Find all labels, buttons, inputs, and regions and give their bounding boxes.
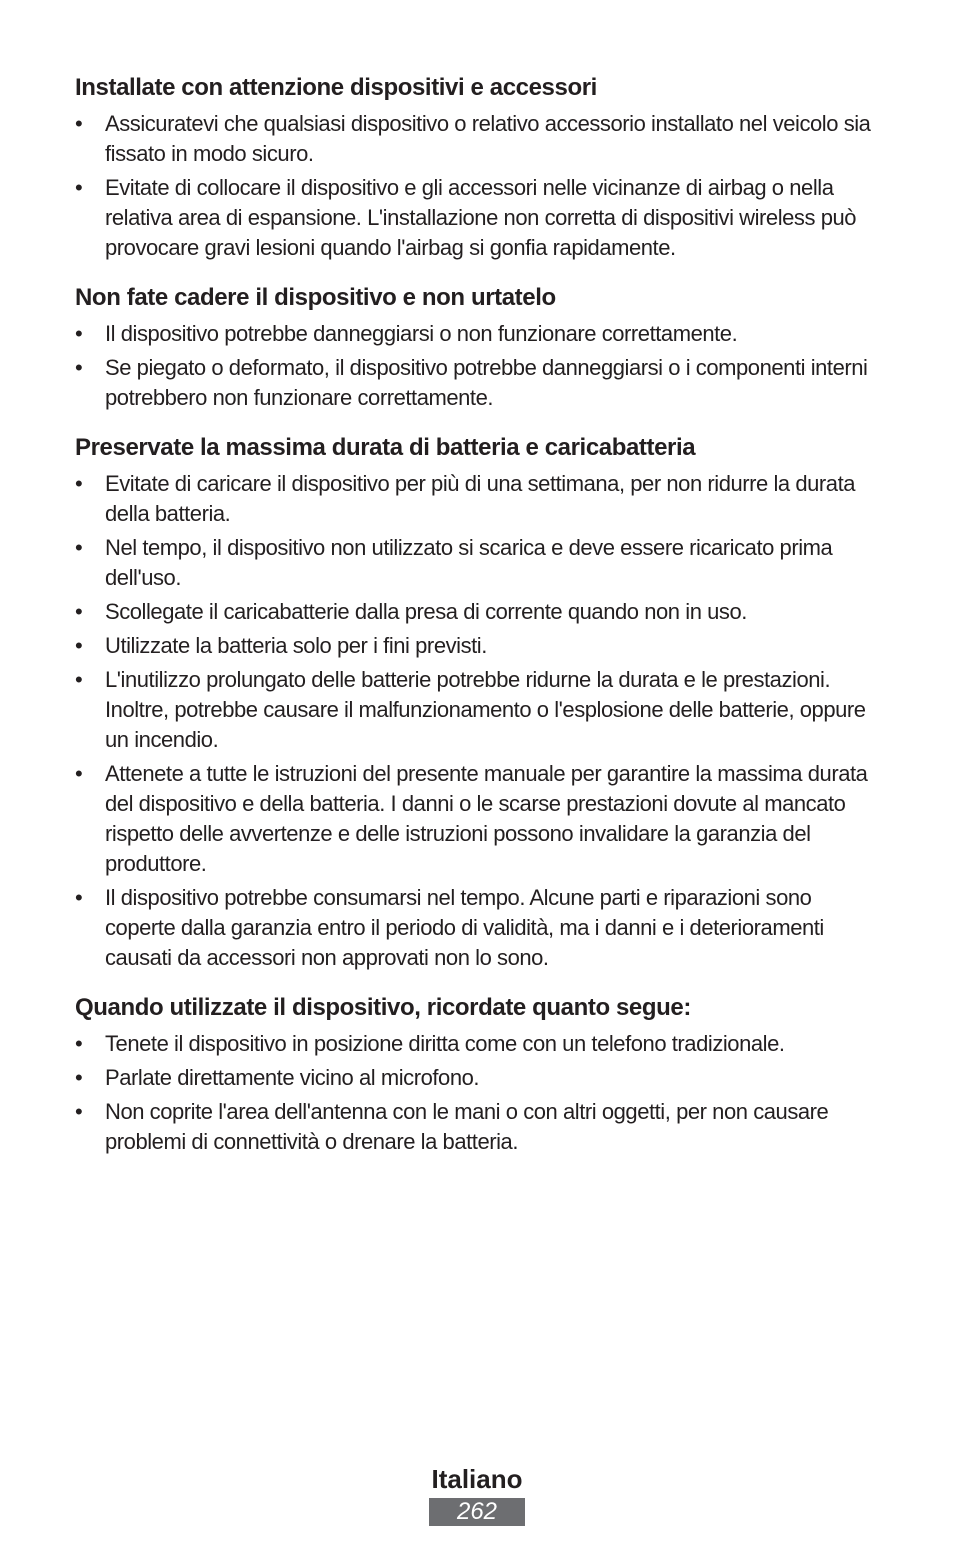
- bullet-symbol: •: [75, 761, 83, 786]
- section-battery-life: [75, 432, 885, 973]
- bullet-text: Scollegate il caricabatterie dalla presa di corrente quando non in uso.: [105, 599, 747, 624]
- bullet-item: [75, 1029, 885, 1059]
- bullet-item: [75, 173, 885, 263]
- bullet-item: [75, 1063, 885, 1093]
- bullet-text: Il dispositivo potrebbe danneggiarsi o non funzionare correttamente.: [105, 321, 738, 346]
- bullet-text: Utilizzate la batteria solo per i fini previsti.: [105, 633, 487, 658]
- section-usage-tips: [75, 992, 885, 1157]
- bullet-list: [75, 469, 885, 973]
- bullet-symbol: •: [75, 633, 83, 658]
- bullet-text: Nel tempo, il dispositivo non utilizzato si scarica e deve essere ricaricato prima dell'uso.: [105, 535, 833, 590]
- bullet-text: Se piegato o deformato, il dispositivo potrebbe danneggiarsi o i componenti interni potrebbero non funzionare correttamente.: [105, 355, 868, 410]
- section-drop-impact: [75, 282, 885, 413]
- bullet-item: [75, 1097, 885, 1157]
- bullet-item: [75, 469, 885, 529]
- bullet-text: Evitate di collocare il dispositivo e gli accessori nelle vicinanze di airbag o nella relativa area di espansione. L'installazione non corretta di dispositivi wireless può provocare gravi lesioni quando l'airbag si gonfia rapidamente.: [105, 175, 857, 260]
- bullet-symbol: •: [75, 667, 83, 692]
- bullet-text: Attenete a tutte le istruzioni del presente manuale per garantire la massima durata del dispositivo e della batteria. I danni o le scarse prestazioni dovute al mancato rispetto delle avvertenze e delle istruzioni possono invalidare la garanzia del produttore.: [105, 761, 868, 876]
- bullet-symbol: •: [75, 1065, 83, 1090]
- footer-language: Italiano: [431, 1464, 523, 1494]
- bullet-text: Tenete il dispositivo in posizione diritta come con un telefono tradizionale.: [105, 1031, 785, 1056]
- bullet-list: [75, 319, 885, 413]
- bullet-symbol: •: [75, 599, 83, 624]
- bullet-list: [75, 1029, 885, 1157]
- bullet-symbol: •: [75, 321, 83, 346]
- page-footer: [0, 1462, 954, 1526]
- bullet-symbol: •: [75, 535, 83, 560]
- bullet-item: [75, 883, 885, 973]
- section-title: Quando utilizzate il dispositivo, ricordate quanto segue:: [75, 994, 691, 1021]
- bullet-symbol: •: [75, 355, 83, 380]
- bullet-symbol: •: [75, 175, 83, 200]
- bullet-text: Assicuratevi che qualsiasi dispositivo o relativo accessorio installato nel veicolo sia fissato in modo sicuro.: [105, 111, 871, 166]
- bullet-text: Evitate di caricare il dispositivo per più di una settimana, per non ridurre la durata della batteria.: [105, 471, 856, 526]
- bullet-text: L'inutilizzo prolungato delle batterie potrebbe ridurne la durata e le prestazioni. Inoltre, potrebbe causare il malfunzionamento o l'esplosione delle batterie, oppure un incendio.: [105, 667, 866, 752]
- bullet-item: [75, 533, 885, 593]
- section-title: Non fate cadere il dispositivo e non urtatelo: [75, 284, 556, 311]
- bullet-symbol: •: [75, 1099, 83, 1124]
- bullet-item: [75, 597, 885, 627]
- bullet-item: [75, 631, 885, 661]
- page-number: 262: [429, 1498, 525, 1526]
- bullet-item: [75, 759, 885, 879]
- bullet-text: Il dispositivo potrebbe consumarsi nel tempo. Alcune parti e riparazioni sono coperte dalla garanzia entro il periodo di validità, ma i danni e i deterioramenti causati da accessori non approvati non lo sono.: [105, 885, 824, 970]
- section-title: Preservate la massima durata di batteria e caricabatteria: [75, 434, 696, 461]
- section-device-installation: [75, 72, 885, 263]
- bullet-symbol: •: [75, 471, 83, 496]
- bullet-symbol: •: [75, 111, 83, 136]
- bullet-text: Non coprite l'area dell'antenna con le mani o con altri oggetti, per non causare problemi di connettività o drenare la batteria.: [105, 1099, 829, 1154]
- bullet-symbol: •: [75, 885, 83, 910]
- bullet-list: [75, 109, 885, 263]
- bullet-item: [75, 109, 885, 169]
- bullet-text: Parlate direttamente vicino al microfono.: [105, 1065, 480, 1090]
- bullet-symbol: •: [75, 1031, 83, 1056]
- page-content: [75, 72, 885, 1176]
- section-title: Installate con attenzione dispositivi e accessori: [75, 74, 597, 101]
- bullet-item: [75, 353, 885, 413]
- bullet-item: [75, 319, 885, 349]
- bullet-item: [75, 665, 885, 755]
